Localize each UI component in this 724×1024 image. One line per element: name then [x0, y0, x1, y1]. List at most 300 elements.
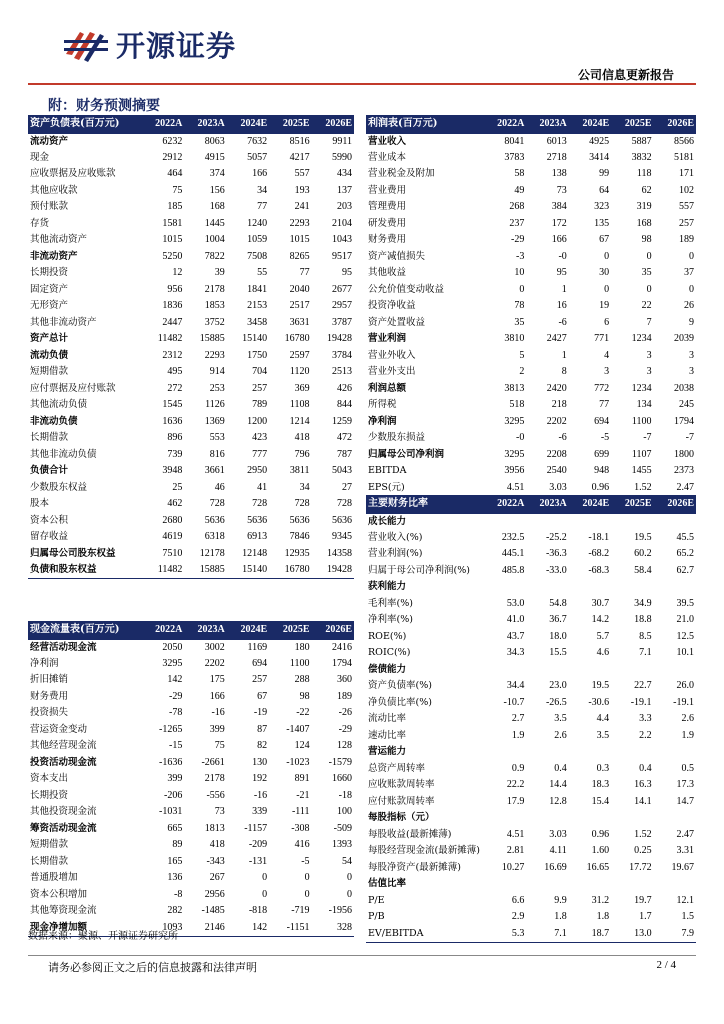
table-row: [28, 562, 354, 579]
row-label: 预付账款: [30, 201, 69, 213]
cell-value: 2.2: [639, 729, 652, 741]
cell-value: 1259: [332, 415, 352, 427]
table-row: [366, 909, 696, 926]
cell-value: 844: [337, 399, 352, 411]
cell-value: 5250: [162, 250, 183, 262]
table-row: [366, 216, 696, 233]
cell-value: -21: [296, 789, 310, 801]
table-row: [366, 596, 696, 613]
cell-value: 426: [337, 382, 352, 394]
cell-value: 3811: [289, 465, 310, 477]
cell-value: 2039: [674, 333, 694, 345]
row-label: 投资损失: [30, 707, 69, 719]
row-label: 偿债能力: [368, 663, 407, 675]
cell-value: 41.0: [506, 614, 525, 626]
cell-value: 10.27: [501, 861, 525, 873]
cell-value: 156: [209, 184, 225, 196]
cell-value: 5990: [332, 151, 352, 163]
cell-value: 423: [252, 432, 268, 444]
table-row: [366, 810, 696, 827]
cell-value: 728: [294, 498, 310, 510]
cell-value: 4.51: [484, 480, 526, 497]
cell-value: 1100: [631, 415, 652, 427]
cell-value: 102: [679, 184, 694, 196]
year-header: 2022A: [142, 621, 184, 639]
table-row: [366, 298, 696, 315]
row-label: 财务费用: [368, 234, 407, 246]
cell-value: 557: [294, 168, 310, 180]
table-row: [28, 298, 354, 315]
cell-value: 5057: [247, 151, 268, 163]
cell-value: 485.8: [501, 564, 525, 576]
cell-value: 7: [646, 316, 652, 328]
cell-value: 2.9: [511, 911, 525, 923]
cell-value: -78: [169, 707, 183, 719]
row-label: 所得税: [368, 399, 397, 411]
cell-value: 2104: [332, 217, 352, 229]
table-row: [366, 711, 696, 728]
cell-value: 6318: [204, 531, 225, 543]
table-row: [28, 672, 354, 689]
cell-value: 2416: [332, 641, 352, 653]
cell-value: 796: [294, 448, 310, 460]
cell-value: 77: [599, 399, 610, 411]
cell-value: 218: [551, 399, 567, 411]
cell-value: 360: [337, 674, 352, 686]
cell-value: 1794: [332, 657, 352, 669]
cell-value: 0: [689, 250, 694, 262]
cell-value: 6232: [162, 135, 183, 147]
cell-value: 64: [599, 184, 610, 196]
cell-value: 257: [252, 382, 268, 394]
row-label: 非流动资产: [30, 250, 78, 262]
row-label: 其他流动负债: [30, 399, 88, 411]
table-row: [28, 821, 354, 838]
table-row: [366, 530, 696, 547]
cell-value: 19428: [312, 562, 354, 579]
cell-value: 0.4: [639, 762, 652, 774]
cell-value: 4.6: [596, 647, 610, 659]
cell-value: 26.0: [676, 680, 694, 692]
row-label: 获利能力: [368, 581, 407, 593]
cell-value: 2153: [247, 300, 268, 312]
cell-value: 5: [519, 349, 525, 361]
cell-value: 5636: [204, 514, 225, 526]
cell-value: 2293: [204, 349, 225, 361]
cell-value: 1636: [162, 415, 183, 427]
table-title: 利润表(百万元): [366, 115, 484, 133]
cell-value: 19.67: [671, 861, 694, 873]
cell-value: 237: [509, 217, 525, 229]
table-row: [366, 761, 696, 778]
table-row: [28, 183, 354, 200]
row-label: 财务费用: [30, 690, 69, 702]
cell-value: 9345: [332, 531, 352, 543]
cell-value: -29: [338, 723, 352, 735]
cell-value: 2: [519, 366, 525, 378]
row-label: 负债和股东权益: [28, 562, 142, 579]
table-row: [366, 381, 696, 398]
cell-value: 328: [312, 920, 354, 937]
cell-value: 2680: [162, 514, 183, 526]
table-row: [28, 166, 354, 183]
cell-value: 1.8: [554, 911, 567, 923]
cell-value: 128: [337, 740, 352, 752]
row-label: 留存收益: [30, 531, 69, 543]
row-label: 资产负债率(%): [368, 680, 432, 692]
cell-value: 41: [257, 481, 268, 493]
cell-value: 384: [551, 201, 567, 213]
year-header: 2024E: [569, 115, 611, 133]
cell-value: [484, 579, 526, 596]
table-row: [366, 860, 696, 877]
cell-value: 17.72: [629, 861, 652, 873]
cell-value: 1.5: [681, 911, 694, 923]
cell-value: -308: [291, 822, 310, 834]
cell-value: 165: [167, 855, 183, 867]
cell-value: 0.96: [569, 480, 611, 497]
cell-value: [654, 513, 696, 530]
year-header: 2026E: [312, 621, 354, 639]
cell-value: -6: [558, 316, 567, 328]
financial-ratios-table: [366, 495, 696, 943]
cell-value: 192: [252, 773, 268, 785]
row-label: 营业收入(%): [368, 531, 423, 543]
cell-value: [611, 513, 653, 530]
table-row: [28, 348, 354, 365]
table-row: [28, 755, 354, 772]
row-label: 其他经营现金流: [30, 740, 97, 752]
cell-value: 1.7: [639, 911, 652, 923]
cell-value: 3295: [504, 448, 525, 460]
cell-value: 464: [167, 168, 183, 180]
row-label: 营业外收入: [368, 349, 416, 361]
row-label: 流动负债: [30, 349, 69, 361]
cell-value: 7846: [289, 531, 310, 543]
cell-value: 1120: [289, 366, 310, 378]
row-label: 少数股东权益: [30, 481, 88, 493]
table-row: [28, 282, 354, 299]
cell-value: 22.2: [506, 779, 525, 791]
cell-value: 73: [214, 806, 225, 818]
cell-value: -556: [206, 789, 225, 801]
cell-value: 399: [209, 723, 225, 735]
table-row: [28, 232, 354, 249]
cell-value: 777: [252, 448, 268, 460]
section-title: 附：财务预测摘要: [48, 98, 160, 114]
table-row: [28, 639, 354, 656]
cell-value: 18.0: [549, 630, 567, 642]
cell-value: 4.51: [506, 828, 525, 840]
row-label: 流动资产: [30, 135, 69, 147]
year-header: 2025E: [269, 621, 311, 639]
cell-value: 896: [167, 432, 183, 444]
table-header-row: [366, 495, 696, 513]
row-label: 研发费用: [368, 217, 407, 229]
cell-value: 58: [514, 168, 525, 180]
cell-value: -1023: [286, 756, 310, 768]
cell-value: 30.7: [591, 597, 610, 609]
cell-value: 15140: [242, 333, 268, 345]
cell-value: 3784: [332, 349, 352, 361]
row-label: 资本公积增加: [30, 888, 88, 900]
table-row: [28, 546, 354, 563]
cell-value: -1031: [159, 806, 183, 818]
cell-value: 2.47: [676, 828, 694, 840]
cell-value: 787: [337, 448, 352, 460]
cell-value: 26: [684, 300, 694, 312]
data-source-note: 数据来源：聚源、开源证券研究所: [28, 931, 178, 942]
cell-value: 4915: [204, 151, 225, 163]
cell-value: 16.69: [544, 861, 567, 873]
cell-value: 5636: [332, 514, 352, 526]
cell-value: 189: [337, 690, 352, 702]
year-header: 2023A: [184, 115, 226, 133]
cell-value: -68.2: [588, 548, 610, 560]
cell-value: -22: [296, 707, 310, 719]
row-label: 营业费用: [368, 184, 407, 196]
row-label: 无形资产: [30, 300, 69, 312]
table-row: [366, 364, 696, 381]
table-row: [28, 447, 354, 464]
cell-value: 553: [209, 432, 225, 444]
cell-value: 4.4: [596, 713, 610, 725]
disclaimer-text: 请务必参阅正文之后的信息披露和法律声明: [48, 961, 257, 974]
cell-value: 25: [172, 481, 183, 493]
cell-value: 0: [646, 250, 652, 262]
cell-value: 49: [514, 184, 525, 196]
cell-value: [654, 876, 696, 893]
row-label: 营运资金变动: [30, 723, 88, 735]
row-label: ROE(%): [368, 630, 407, 642]
cell-value: 232.5: [501, 531, 525, 543]
cell-value: 8265: [289, 250, 310, 262]
cell-value: 9517: [332, 250, 352, 262]
row-label: EV/EBITDA: [366, 926, 484, 943]
cell-value: -19.1: [630, 696, 652, 708]
cell-value: 1004: [204, 234, 225, 246]
year-header: 2024E: [227, 115, 269, 133]
cell-value: 771: [594, 333, 610, 345]
cell-value: [611, 662, 653, 679]
table-row: [366, 827, 696, 844]
cell-value: -1265: [159, 723, 183, 735]
cell-value: -16: [253, 789, 268, 801]
cell-value: 267: [209, 872, 225, 884]
row-label: 资本支出: [30, 773, 69, 785]
cell-value: -18: [338, 789, 352, 801]
row-label: 其他非流动资产: [30, 316, 97, 328]
cell-value: -26: [338, 707, 352, 719]
table-row: [28, 397, 354, 414]
cell-value: 462: [167, 498, 183, 510]
cell-value: 2202: [546, 415, 567, 427]
table-row: [366, 331, 696, 348]
row-label: 存货: [30, 217, 50, 229]
cell-value: 728: [337, 498, 352, 510]
table-row: [28, 480, 354, 497]
cell-value: 5.7: [596, 630, 610, 642]
cell-value: 445.1: [501, 548, 525, 560]
cell-value: 518: [509, 399, 525, 411]
cell-value: -18.1: [588, 531, 610, 543]
cell-value: 0.3: [596, 762, 610, 774]
cell-value: 3661: [204, 465, 225, 477]
cell-value: 118: [636, 168, 652, 180]
cell-value: 2208: [546, 448, 567, 460]
cell-value: 1.8: [596, 911, 610, 923]
table-row: [28, 463, 354, 480]
cell-value: 8041: [504, 135, 525, 147]
row-label: 股本: [30, 498, 50, 510]
cell-value: 1.52: [611, 480, 653, 497]
cell-value: 87: [257, 723, 268, 735]
year-header: 2025E: [269, 115, 311, 133]
cell-value: 6.6: [511, 894, 525, 906]
cell-value: 665: [167, 822, 183, 834]
cell-value: 1234: [631, 333, 652, 345]
row-label: 应收票据及应收账款: [30, 168, 116, 180]
table-row: [366, 662, 696, 679]
year-header: 2026E: [312, 115, 354, 133]
page-number: 2 / 4: [656, 959, 676, 971]
cell-value: 19: [599, 300, 610, 312]
cell-value: 416: [294, 839, 310, 851]
cell-value: 75: [214, 740, 225, 752]
cell-value: 15885: [199, 333, 225, 345]
cell-value: 418: [294, 432, 310, 444]
cell-value: 15885: [184, 562, 226, 579]
table-row: [28, 381, 354, 398]
cell-value: 12.5: [676, 630, 694, 642]
cell-value: 3: [689, 349, 694, 361]
row-label: 每股收益(最新摊薄): [368, 828, 452, 840]
cell-value: 14.2: [591, 614, 610, 626]
row-label: 每股经营现金流(最新摊薄): [368, 845, 480, 857]
cell-value: 189: [679, 234, 694, 246]
cell-value: -7: [685, 432, 694, 444]
cell-value: 3: [604, 366, 610, 378]
row-label: 营业利润: [368, 333, 407, 345]
row-label: P/B: [368, 911, 385, 923]
row-label: 净利率(%): [368, 614, 413, 626]
cell-value: 2540: [546, 465, 567, 477]
cell-value: 2.47: [654, 480, 696, 497]
cell-value: 1200: [247, 415, 268, 427]
row-label: 投资活动现金流: [30, 756, 97, 768]
cell-value: 10: [514, 267, 525, 279]
row-label: 营业利润(%): [368, 548, 423, 560]
cell-value: 16.65: [586, 861, 610, 873]
cell-value: 12935: [284, 547, 310, 559]
cell-value: 3.03: [549, 828, 567, 840]
cell-value: 8566: [674, 135, 694, 147]
cell-value: 0.25: [634, 845, 652, 857]
cell-value: 15140: [227, 562, 269, 579]
cell-value: 2718: [546, 151, 567, 163]
cell-value: 3956: [504, 465, 525, 477]
row-label: 投资净收益: [368, 300, 416, 312]
cell-value: 7.9: [654, 926, 696, 943]
table-row: [28, 414, 354, 431]
cell-value: -206: [164, 789, 183, 801]
cell-value: 98: [641, 234, 652, 246]
row-label: 营业成本: [368, 151, 407, 163]
table-row: [366, 843, 696, 860]
logo-text: 开源证券: [116, 28, 237, 63]
cell-value: 0: [262, 888, 268, 900]
cell-value: -343: [206, 855, 225, 867]
cell-value: 3.5: [554, 713, 567, 725]
cell-value: -719: [291, 905, 310, 917]
cell-value: 1015: [162, 234, 183, 246]
cell-value: [526, 744, 568, 761]
cell-value: [654, 744, 696, 761]
cell-value: 914: [209, 366, 225, 378]
cell-value: -29: [169, 690, 183, 702]
cell-value: [569, 513, 611, 530]
cell-value: 2513: [332, 366, 352, 378]
cell-value: 168: [636, 217, 652, 229]
cell-value: 203: [337, 201, 352, 213]
cell-value: 124: [294, 740, 310, 752]
cell-value: -30.6: [588, 696, 610, 708]
cell-value: 0.96: [591, 828, 610, 840]
cell-value: 77: [299, 267, 310, 279]
cell-value: 6013: [546, 135, 567, 147]
row-label: 利润总额: [368, 382, 407, 394]
cell-value: [526, 662, 568, 679]
report-type-tag: 公司信息更新报告: [577, 68, 674, 82]
cell-value: 4217: [289, 151, 310, 163]
cell-value: 137: [337, 184, 352, 196]
cell-value: 5.3: [484, 926, 526, 943]
cell-value: [569, 810, 611, 827]
cell-value: [611, 810, 653, 827]
cell-value: -209: [248, 839, 268, 851]
row-label: 资本公积: [30, 514, 69, 526]
cell-value: 272: [167, 382, 183, 394]
cell-value: 772: [594, 382, 610, 394]
cell-value: 16.3: [634, 779, 652, 791]
cell-value: 1126: [205, 399, 225, 411]
cell-value: 1107: [631, 448, 652, 460]
table-row: [28, 854, 354, 871]
year-header: 2022A: [142, 115, 184, 133]
cell-value: 374: [209, 168, 225, 180]
cell-value: 39: [214, 267, 225, 279]
table-header-row: [28, 115, 354, 133]
table-row: [28, 804, 354, 821]
cell-value: 268: [509, 201, 525, 213]
year-header: 2024E: [569, 495, 611, 513]
cell-value: 11482: [142, 562, 184, 579]
cell-value: 166: [252, 168, 268, 180]
cell-value: [569, 662, 611, 679]
cell-value: 339: [252, 806, 268, 818]
table-row: [366, 430, 696, 447]
cell-value: 434: [337, 168, 352, 180]
row-label: 净负债比率(%): [368, 696, 432, 708]
cell-value: 16780: [269, 562, 311, 579]
cell-value: 3295: [504, 415, 525, 427]
table-row: [366, 232, 696, 249]
cell-value: 4: [604, 349, 610, 361]
row-label: EBITDA: [368, 465, 407, 477]
row-label: 公允价值变动收益: [368, 283, 445, 295]
cell-value: 323: [594, 201, 610, 213]
cell-value: 0: [347, 872, 352, 884]
